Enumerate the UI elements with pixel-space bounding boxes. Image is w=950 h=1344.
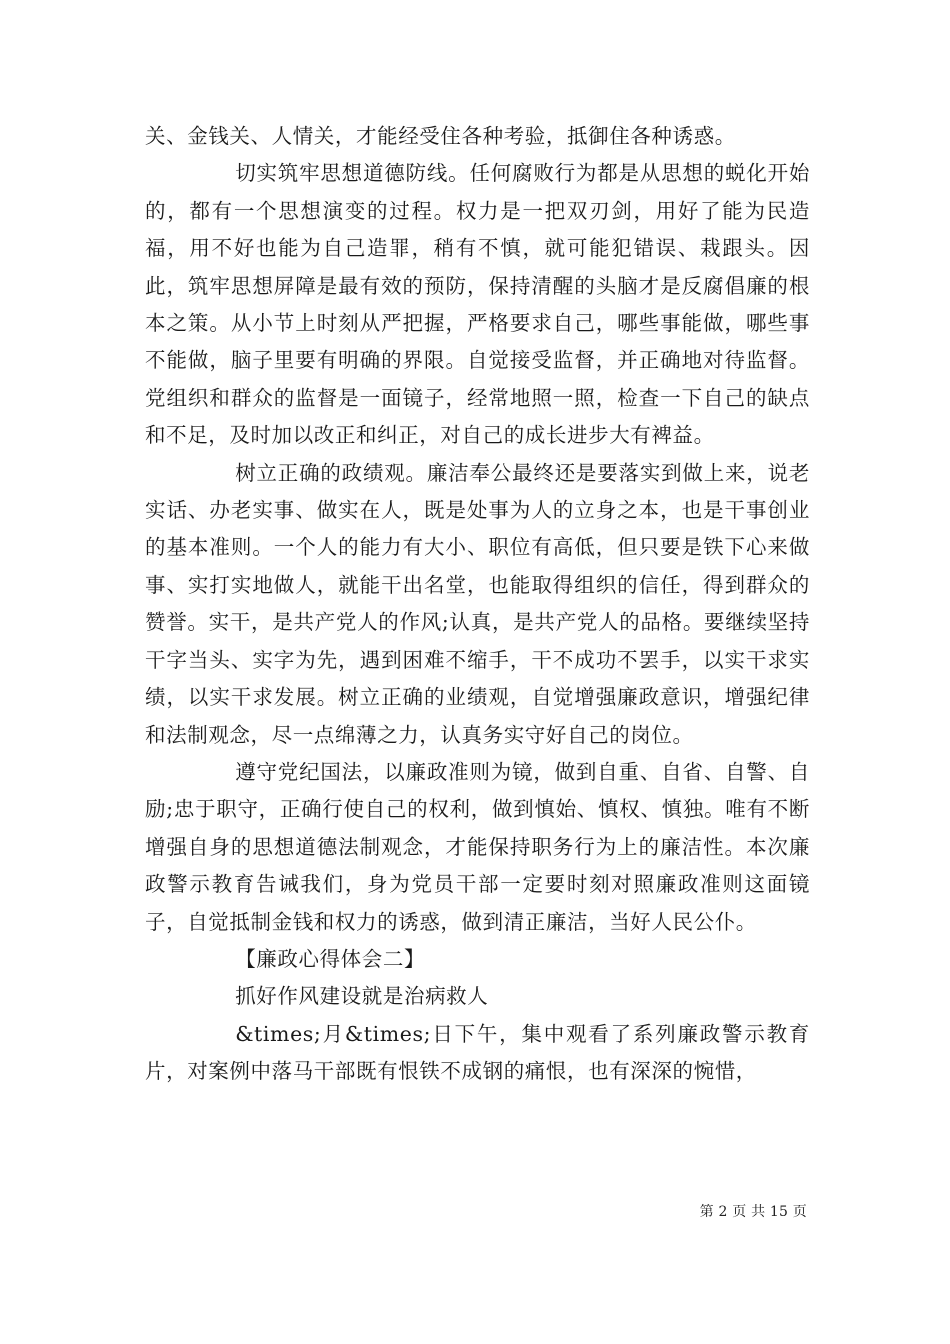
page-number-footer: 第 2 页 共 15 页 — [699, 1204, 807, 1220]
paragraph: &times;月&times;日下午，集中观看了系列廉政警示教育片，对案例中落马干部既有恨铁不成钢的痛恨，也有深深的惋惜， — [145, 1021, 810, 1084]
paragraph: 切实筑牢思想道德防线。任何腐败行为都是从思想的蜕化开始的，都有一个思想演变的过程。权力是一把双刃剑，用好了能为民造福，用不好也能为自己造罪，稍有不慎，就可能犯错误、栽跟头。因此，筑牢思想屏障是最有效的预防，保持清醒的头脑才是反腐倡廉的根本之策。从小节上时刻从严把握，严格要求自己，哪些事能做，哪些事不能做，脑子里要有明确的界限。自觉接受监督，并正确地对待监督。党组织和群众的监督是一面镜子，经常地照一照，检查一下自己的缺点和不足，及时加以改正和纠正，对自己的成长进步大有裨益。 — [145, 161, 810, 448]
paragraph: 树立正确的政绩观。廉洁奉公最终还是要落实到做上来，说老实话、办老实事、做实在人，既是处事为人的立身之本，也是干事创业的基本准则。一个人的能力有大小、职位有高低，但只要是铁下心来做事、实打实地做人，就能干出名堂，也能取得组织的信任，得到群众的赞誉。实干，是共产党人的作风;认真，是共产党人的品格。要继续坚持干字当头、实字为先，遇到困难不缩手，干不成功不罢手，以实干求实绩，以实干求发展。树立正确的业绩观，自觉增强廉政意识，增强纪律和法制观念，尽一点绵薄之力，认真务实守好自己的岗位。 — [145, 460, 810, 747]
paragraph: 遵守党纪国法，以廉政准则为镜，做到自重、自省、自警、自励;忠于职守，正确行使自己的权利，做到慎始、慎权、慎独。唯有不断增强自身的思想道德法制观念，才能保持职务行为上的廉洁性。本次廉政警示教育告诫我们，身为党员干部一定要时刻对照廉政准则这面镜子，自觉抵制金钱和权力的诱惑，做到清正廉洁，当好人民公仆。 — [145, 759, 810, 934]
paragraph: 关、金钱关、人情关，才能经受住各种考验，抵御住各种诱惑。 — [145, 124, 736, 148]
article-title: 抓好作风建设就是治病救人 — [235, 984, 489, 1009]
section-heading: 【廉政心得体会二】 — [235, 946, 426, 971]
document-body — [145, 118, 810, 1091]
